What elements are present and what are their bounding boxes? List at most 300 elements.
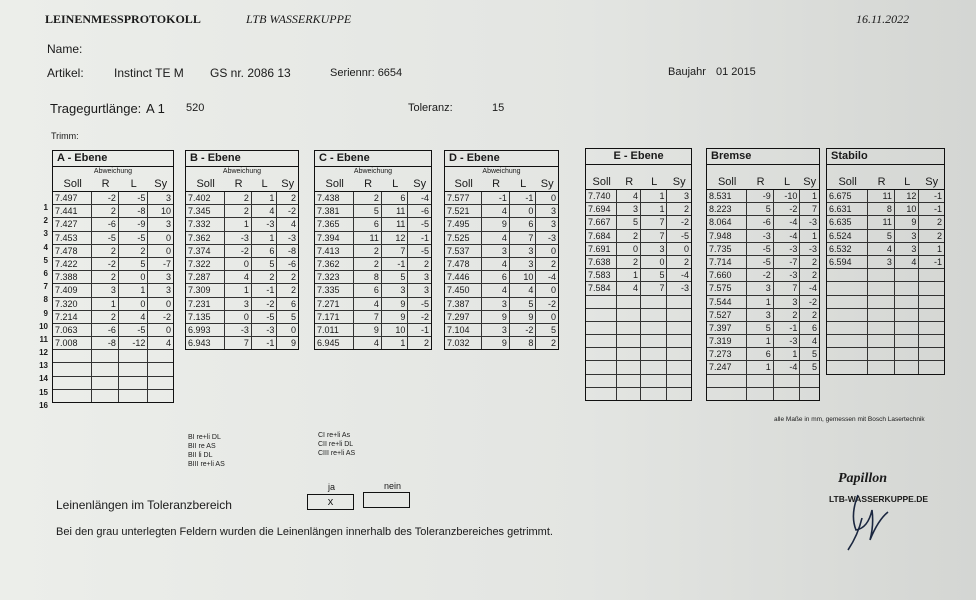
deviation-cell: 4 bbox=[291, 219, 297, 230]
deviation-cell: -4 bbox=[420, 193, 429, 203]
soll-cell bbox=[586, 322, 617, 334]
table-row bbox=[707, 375, 819, 388]
deviation-cell: -5 bbox=[680, 230, 689, 241]
b-note-line: BI re+li DL bbox=[188, 434, 221, 441]
soll-cell bbox=[53, 350, 92, 362]
soll-cell: 7.525 bbox=[445, 232, 482, 244]
soll-cell bbox=[53, 390, 92, 402]
table-row bbox=[586, 309, 691, 322]
deviation-cell bbox=[667, 375, 691, 387]
column-header: Soll bbox=[325, 178, 344, 190]
deviation-cell: 0 bbox=[683, 243, 689, 254]
soll-cell bbox=[586, 388, 617, 400]
deviation-cell: -3 bbox=[774, 269, 801, 281]
table-row bbox=[53, 324, 173, 337]
table-row bbox=[315, 311, 431, 324]
serial-number: Seriennr: 6654 bbox=[330, 67, 403, 79]
deviation-cell bbox=[641, 309, 667, 321]
row-number: 4 bbox=[43, 242, 48, 252]
deviation-cell bbox=[868, 361, 895, 373]
row-number: 16 bbox=[39, 400, 48, 410]
soll-cell: 7.450 bbox=[445, 284, 482, 296]
table-row bbox=[586, 348, 691, 361]
toleranz-value: 15 bbox=[492, 102, 505, 114]
soll-cell: 7.694 bbox=[586, 203, 617, 215]
deviation-cell bbox=[868, 282, 895, 294]
column-header: Soll bbox=[717, 176, 737, 188]
deviation-cell: 9 bbox=[482, 218, 510, 230]
deviation-cell: 9 bbox=[382, 311, 409, 323]
deviation-cell: -1 bbox=[774, 322, 801, 334]
deviation-cell: 2 bbox=[683, 256, 689, 267]
deviation-cell bbox=[919, 322, 944, 334]
soll-cell: 7.362 bbox=[186, 232, 225, 244]
deviation-cell: 0 bbox=[551, 311, 557, 322]
table-row bbox=[445, 258, 558, 271]
table-row bbox=[53, 284, 173, 297]
c-notes bbox=[318, 431, 355, 458]
column-header: R bbox=[492, 178, 501, 190]
column-header: Sy bbox=[925, 176, 939, 188]
table-row bbox=[707, 282, 819, 295]
artikel-label: Artikel: bbox=[47, 66, 84, 80]
deviation-cell: 3 bbox=[482, 245, 510, 257]
column-header: Soll bbox=[196, 178, 215, 190]
deviation-cell: -1 bbox=[420, 232, 429, 243]
deviation-cell: 6 bbox=[510, 218, 537, 230]
row-number: 5 bbox=[43, 255, 48, 265]
deviation-cell bbox=[148, 377, 173, 389]
ja-label: ja bbox=[328, 482, 336, 492]
deviation-cell bbox=[919, 335, 944, 347]
soll-cell: 7.362 bbox=[315, 258, 354, 270]
table-row bbox=[186, 232, 298, 245]
soll-cell bbox=[827, 296, 868, 308]
soll-cell: 6.635 bbox=[827, 216, 868, 228]
deviation-cell: 2 bbox=[92, 271, 119, 283]
soll-cell: 6.631 bbox=[827, 203, 868, 215]
deviation-cell: -7 bbox=[774, 256, 801, 268]
deviation-cell: 0 bbox=[510, 205, 537, 217]
table-row bbox=[827, 269, 944, 282]
soll-cell: 7.714 bbox=[707, 256, 747, 268]
table-row bbox=[186, 284, 298, 297]
deviation-cell: 1 bbox=[225, 218, 252, 230]
deviation-cell: -3 bbox=[225, 232, 252, 244]
deviation-cell bbox=[119, 350, 149, 362]
table-row bbox=[707, 216, 819, 229]
deviation-cell: 2 bbox=[683, 204, 689, 215]
table-row bbox=[53, 298, 173, 311]
deviation-cell: -9 bbox=[119, 218, 149, 230]
deviation-cell: 5 bbox=[811, 349, 817, 360]
soll-cell: 7.063 bbox=[53, 324, 92, 336]
deviation-cell: 2 bbox=[617, 256, 641, 268]
deviation-cell: -5 bbox=[420, 219, 429, 230]
deviation-cell: 2 bbox=[811, 309, 817, 320]
deviation-cell: -12 bbox=[119, 337, 149, 349]
soll-cell: 7.740 bbox=[586, 190, 617, 202]
deviation-cell: 3 bbox=[747, 309, 774, 321]
section-3 bbox=[444, 150, 559, 350]
table-row bbox=[186, 298, 298, 311]
table-row bbox=[586, 230, 691, 243]
deviation-cell: 3 bbox=[617, 203, 641, 215]
deviation-cell: -4 bbox=[774, 230, 801, 242]
deviation-cell: 3 bbox=[551, 206, 557, 217]
column-header: Soll bbox=[454, 178, 473, 190]
soll-cell: 7.478 bbox=[53, 245, 92, 257]
deviation-cell: 4 bbox=[482, 284, 510, 296]
deviation-cell: 3 bbox=[482, 324, 510, 336]
soll-cell: 8.064 bbox=[707, 216, 747, 228]
deviation-cell: 4 bbox=[354, 337, 382, 349]
soll-cell: 7.320 bbox=[53, 298, 92, 310]
soll-cell: 7.441 bbox=[53, 205, 92, 217]
deviation-cell: 9 bbox=[895, 216, 920, 228]
measurement-note: alle Maße in mm, gemessen mit Bosch Lasertechnik bbox=[774, 416, 925, 423]
table-row bbox=[707, 256, 819, 269]
table-row bbox=[445, 284, 558, 297]
deviation-cell: 7 bbox=[641, 230, 667, 242]
soll-cell: 7.497 bbox=[53, 192, 92, 204]
table-row bbox=[315, 245, 431, 258]
table-row bbox=[315, 298, 431, 311]
deviation-cell: 10 bbox=[382, 324, 409, 336]
soll-cell: 6.524 bbox=[827, 230, 868, 242]
deviation-cell bbox=[617, 322, 641, 334]
deviation-cell: 1 bbox=[811, 230, 817, 241]
deviation-cell bbox=[667, 322, 691, 334]
table-row bbox=[315, 232, 431, 245]
soll-cell: 7.008 bbox=[53, 337, 92, 349]
deviation-cell: 3 bbox=[895, 230, 920, 242]
soll-cell: 6.943 bbox=[186, 337, 225, 349]
soll-cell: 7.397 bbox=[707, 322, 747, 334]
column-header: Soll bbox=[592, 176, 611, 188]
tragegurt-a: A 1 bbox=[146, 101, 165, 116]
deviation-cell: 1 bbox=[774, 348, 801, 360]
soll-cell: 7.638 bbox=[586, 256, 617, 268]
section-5 bbox=[706, 148, 820, 401]
deviation-cell: 5 bbox=[868, 230, 895, 242]
table-row bbox=[445, 205, 558, 218]
deviation-cell: 6 bbox=[482, 271, 510, 283]
soll-cell: 7.691 bbox=[586, 243, 617, 255]
column-header: R bbox=[625, 176, 634, 188]
section-1 bbox=[185, 150, 299, 350]
deviation-cell bbox=[868, 296, 895, 308]
table-row bbox=[827, 216, 944, 229]
deviation-cell bbox=[617, 335, 641, 347]
table-row bbox=[53, 245, 173, 258]
table-row bbox=[186, 271, 298, 284]
row-number: 7 bbox=[43, 282, 48, 292]
soll-cell: 7.684 bbox=[586, 230, 617, 242]
deviation-cell: -1 bbox=[933, 256, 942, 267]
soll-cell: 7.495 bbox=[445, 218, 482, 230]
soll-cell: 7.387 bbox=[445, 298, 482, 310]
soll-cell bbox=[586, 361, 617, 373]
section-title: A - Ebene bbox=[52, 150, 174, 166]
deviation-cell: 8 bbox=[354, 271, 382, 283]
deviation-cell: -2 bbox=[252, 298, 278, 310]
soll-cell bbox=[586, 309, 617, 321]
trimm-label: Trimm: bbox=[51, 131, 79, 141]
deviation-cell bbox=[868, 348, 895, 360]
soll-cell bbox=[827, 335, 868, 347]
deviation-cell: 3 bbox=[225, 298, 252, 310]
soll-cell: 7.584 bbox=[586, 282, 617, 294]
soll-cell: 7.446 bbox=[445, 271, 482, 283]
deviation-cell: -5 bbox=[119, 232, 149, 244]
soll-cell: 7.544 bbox=[707, 296, 747, 308]
deviation-cell: -3 bbox=[774, 243, 801, 255]
soll-cell: 7.309 bbox=[186, 284, 225, 296]
row-number: 12 bbox=[39, 348, 48, 358]
table-row bbox=[707, 348, 819, 361]
column-header: L bbox=[130, 178, 137, 190]
deviation-cell: -1 bbox=[252, 337, 278, 349]
deviation-cell: -1 bbox=[510, 192, 537, 204]
table-row bbox=[586, 361, 691, 374]
deviation-cell: 3 bbox=[382, 284, 409, 296]
deviation-cell: -6 bbox=[92, 324, 119, 336]
soll-cell: 7.527 bbox=[707, 309, 747, 321]
deviation-cell: 1 bbox=[641, 190, 667, 202]
deviation-cell: -1 bbox=[252, 284, 278, 296]
deviation-cell: 2 bbox=[936, 230, 942, 241]
ja-checkbox[interactable]: x bbox=[307, 494, 354, 510]
deviation-cell: 7 bbox=[774, 282, 801, 294]
deviation-cell: 0 bbox=[165, 245, 171, 256]
row-number: 15 bbox=[39, 387, 48, 397]
deviation-cell: 2 bbox=[551, 338, 557, 349]
deviation-cell: 2 bbox=[291, 272, 297, 283]
table-row bbox=[445, 192, 558, 205]
row-number: 8 bbox=[43, 295, 48, 305]
nein-checkbox[interactable] bbox=[363, 492, 410, 508]
deviation-cell bbox=[919, 296, 944, 308]
deviation-cell bbox=[641, 296, 667, 308]
column-header: Sy bbox=[281, 178, 295, 190]
table-row bbox=[445, 218, 558, 231]
deviation-cell: 2 bbox=[354, 192, 382, 204]
soll-cell: 7.332 bbox=[186, 218, 225, 230]
deviation-cell: -4 bbox=[808, 283, 817, 294]
deviation-cell: 2 bbox=[423, 258, 429, 269]
deviation-cell bbox=[667, 335, 691, 347]
soll-cell: 7.427 bbox=[53, 218, 92, 230]
deviation-cell bbox=[667, 361, 691, 373]
deviation-cell bbox=[641, 375, 667, 387]
deviation-cell: 6 bbox=[811, 322, 817, 333]
table-row bbox=[827, 296, 944, 309]
column-header: R bbox=[756, 176, 765, 188]
deviation-cell: 7 bbox=[354, 311, 382, 323]
deviation-cell: 2 bbox=[291, 285, 297, 296]
deviation-cell: 1 bbox=[252, 232, 278, 244]
deviation-cell: -10 bbox=[774, 190, 801, 202]
deviation-cell: 4 bbox=[895, 256, 920, 268]
deviation-cell: 11 bbox=[868, 190, 895, 202]
soll-cell: 7.537 bbox=[445, 245, 482, 257]
deviation-cell bbox=[92, 363, 119, 375]
deviation-cell: 5 bbox=[354, 205, 382, 217]
deviation-cell: 0 bbox=[617, 243, 641, 255]
deviation-cell bbox=[895, 309, 920, 321]
deviation-cell bbox=[617, 375, 641, 387]
table-row bbox=[707, 230, 819, 243]
deviation-cell bbox=[641, 348, 667, 360]
signature bbox=[828, 470, 898, 555]
deviation-cell bbox=[667, 388, 691, 400]
soll-cell: 7.667 bbox=[586, 216, 617, 228]
deviation-cell: 5 bbox=[119, 258, 149, 270]
table-row bbox=[315, 337, 431, 349]
deviation-cell: -5 bbox=[119, 192, 149, 204]
deviation-cell: 4 bbox=[868, 243, 895, 255]
deviation-cell: 0 bbox=[165, 298, 171, 309]
deviation-cell: -4 bbox=[774, 361, 801, 373]
deviation-cell bbox=[92, 350, 119, 362]
soll-cell: 8.531 bbox=[707, 190, 747, 202]
deviation-cell: 9 bbox=[354, 324, 382, 336]
deviation-cell: 2 bbox=[225, 192, 252, 204]
leinen-toleranz-label: Leinenlängen im Toleranzbereich bbox=[56, 498, 232, 512]
deviation-cell: -3 bbox=[548, 232, 557, 243]
soll-cell bbox=[827, 361, 868, 373]
deviation-cell: -3 bbox=[774, 335, 801, 347]
abweichung-label bbox=[586, 165, 691, 175]
table-row bbox=[586, 203, 691, 216]
deviation-cell: 9 bbox=[382, 298, 409, 310]
table-row bbox=[315, 324, 431, 337]
deviation-cell: 6 bbox=[382, 192, 409, 204]
deviation-cell: 1 bbox=[92, 298, 119, 310]
table-row bbox=[53, 377, 173, 390]
deviation-cell: 0 bbox=[551, 245, 557, 256]
column-header: L bbox=[904, 176, 911, 188]
row-number: 9 bbox=[43, 308, 48, 318]
section-title: B - Ebene bbox=[185, 150, 299, 166]
doc-title: LEINENMESSPROTOKOLL bbox=[45, 12, 201, 26]
deviation-cell: 3 bbox=[165, 272, 171, 283]
deviation-cell: 7 bbox=[510, 232, 537, 244]
deviation-cell: -6 bbox=[747, 216, 774, 228]
deviation-cell: 1 bbox=[252, 192, 278, 204]
abweichung-label: Abweichung bbox=[93, 168, 133, 175]
deviation-cell: 9 bbox=[291, 338, 297, 349]
deviation-cell: 4 bbox=[354, 298, 382, 310]
soll-cell bbox=[586, 335, 617, 347]
b-note-line: BIII re+li AS bbox=[188, 461, 225, 468]
soll-cell: 7.011 bbox=[315, 324, 354, 336]
table-row bbox=[445, 337, 558, 349]
deviation-cell: 4 bbox=[617, 282, 641, 294]
stamp-site: LTB-WASSERKUPPE.DE bbox=[829, 494, 929, 504]
section-0 bbox=[52, 150, 174, 403]
table-row bbox=[445, 271, 558, 284]
deviation-cell: 5 bbox=[747, 322, 774, 334]
soll-cell: 6.675 bbox=[827, 190, 868, 202]
column-header: L bbox=[784, 176, 791, 188]
section-title: Bremse bbox=[706, 148, 820, 164]
deviation-cell: 3 bbox=[510, 245, 537, 257]
abweichung-label: Abweichung bbox=[482, 168, 521, 175]
deviation-cell: -6 bbox=[92, 218, 119, 230]
soll-cell bbox=[827, 322, 868, 334]
deviation-cell: 5 bbox=[291, 311, 297, 322]
deviation-cell: -1 bbox=[420, 324, 429, 335]
deviation-cell: 0 bbox=[119, 271, 149, 283]
section-title: Stabilo bbox=[826, 148, 945, 164]
table-row bbox=[827, 322, 944, 335]
soll-cell: 7.948 bbox=[707, 230, 747, 242]
deviation-cell: -5 bbox=[92, 232, 119, 244]
table-row bbox=[53, 311, 173, 324]
soll-cell: 7.323 bbox=[315, 271, 354, 283]
c-note-line: CIII re+li AS bbox=[318, 450, 356, 457]
deviation-cell bbox=[617, 348, 641, 360]
abweichung-label: Abweichung bbox=[222, 168, 262, 175]
table-row bbox=[586, 388, 691, 400]
deviation-cell: 11 bbox=[382, 218, 409, 230]
deviation-cell: 4 bbox=[225, 271, 252, 283]
deviation-cell: 2 bbox=[354, 245, 382, 257]
table-row bbox=[186, 258, 298, 271]
c-note-line: CII re+li DL bbox=[318, 441, 354, 448]
deviation-cell: 4 bbox=[510, 284, 537, 296]
table-row bbox=[445, 311, 558, 324]
soll-cell: 7.402 bbox=[186, 192, 225, 204]
table-row bbox=[586, 190, 691, 203]
soll-cell: 7.322 bbox=[186, 258, 225, 270]
soll-cell: 7.478 bbox=[445, 258, 482, 270]
deviation-cell: 1 bbox=[747, 361, 774, 373]
table-row bbox=[827, 230, 944, 243]
deviation-cell bbox=[667, 309, 691, 321]
abweichung-label: Abweichung bbox=[353, 168, 393, 175]
baujahr-label: Baujahr bbox=[668, 66, 706, 78]
deviation-cell: 3 bbox=[774, 296, 801, 308]
deviation-cell: 10 bbox=[160, 206, 171, 217]
deviation-cell: -2 bbox=[808, 296, 817, 307]
soll-cell: 7.231 bbox=[186, 298, 225, 310]
deviation-cell: 5 bbox=[510, 298, 537, 310]
deviation-cell: -4 bbox=[680, 270, 689, 281]
b-note-line: BII re AS bbox=[188, 443, 216, 450]
deviation-cell: 2 bbox=[617, 230, 641, 242]
row-number: 14 bbox=[39, 374, 48, 384]
column-header: L bbox=[651, 176, 658, 188]
table-row bbox=[186, 192, 298, 205]
deviation-cell: 4 bbox=[482, 205, 510, 217]
deviation-cell: -8 bbox=[288, 245, 297, 256]
deviation-cell: -8 bbox=[119, 205, 149, 217]
table-row bbox=[186, 311, 298, 324]
deviation-cell: -3 bbox=[808, 243, 817, 254]
deviation-cell: 3 bbox=[895, 243, 920, 255]
deviation-cell: -5 bbox=[747, 256, 774, 268]
deviation-cell: 4 bbox=[617, 190, 641, 202]
deviation-cell bbox=[919, 348, 944, 360]
soll-cell: 7.319 bbox=[707, 335, 747, 347]
table-row bbox=[827, 348, 944, 361]
deviation-cell bbox=[919, 309, 944, 321]
soll-cell: 7.575 bbox=[707, 282, 747, 294]
toleranz-label: Toleranz: bbox=[408, 102, 453, 114]
